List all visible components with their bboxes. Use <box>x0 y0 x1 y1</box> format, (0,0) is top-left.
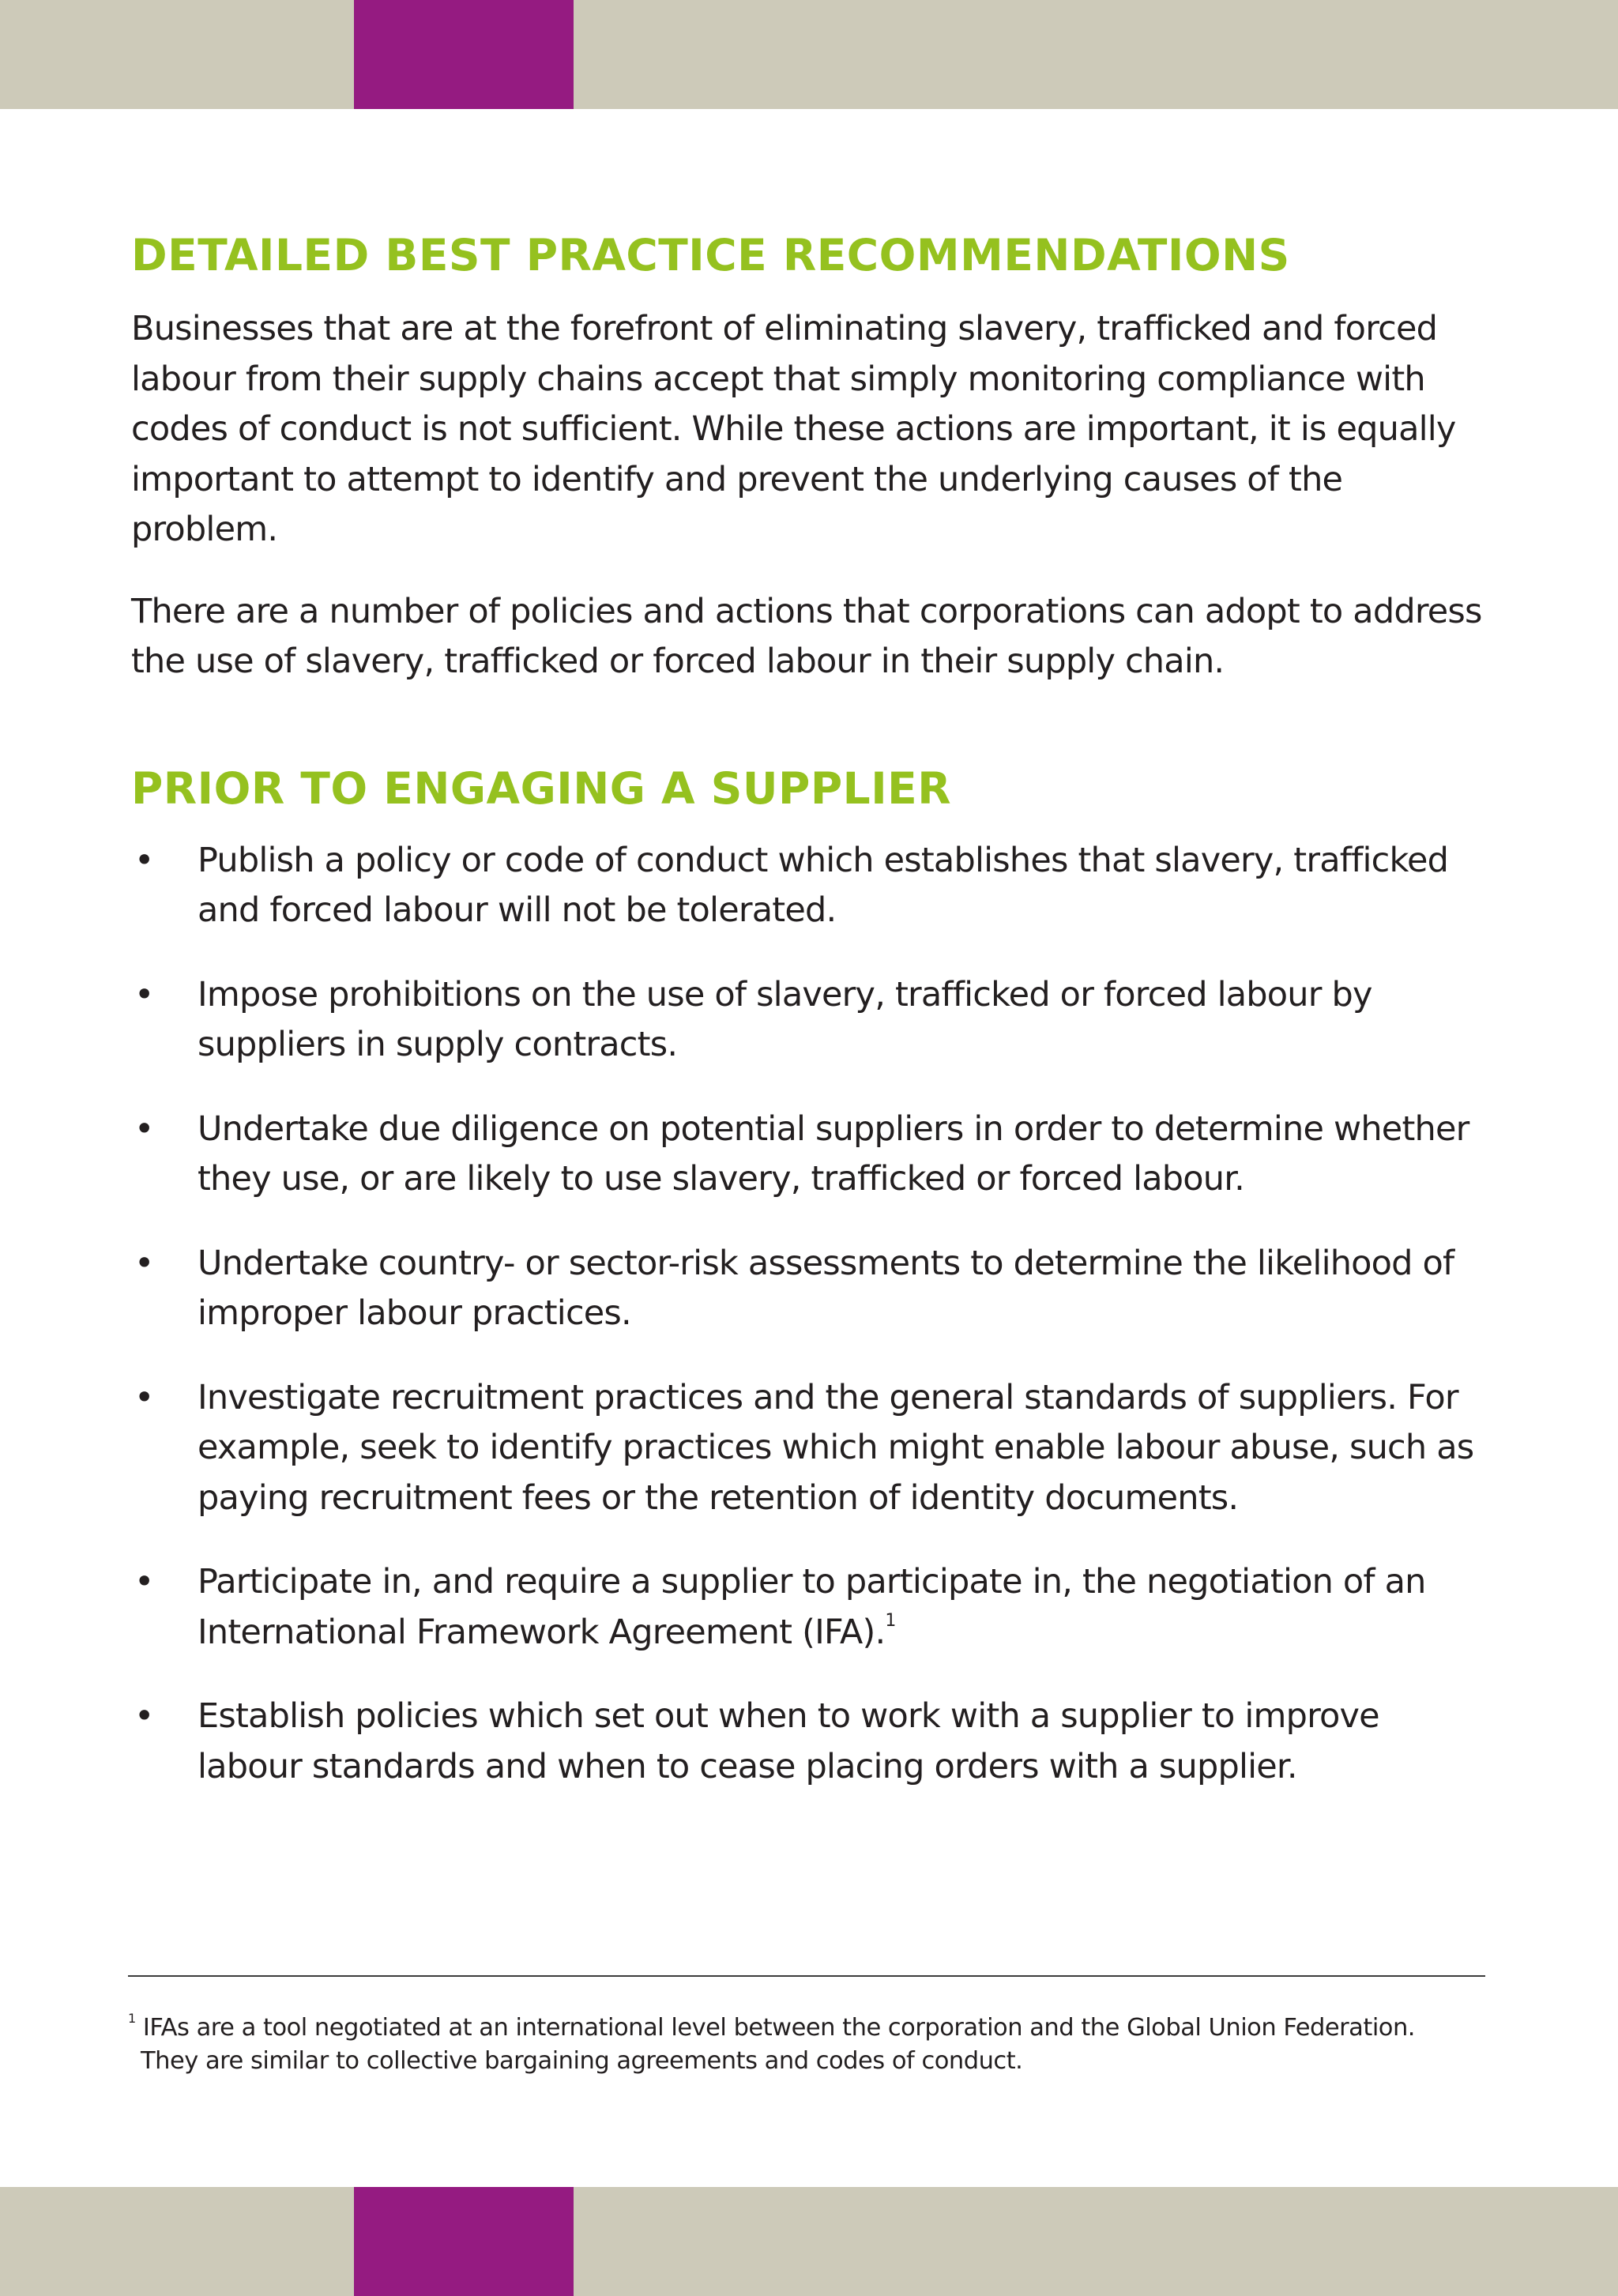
intro-paragraph: Businesses that are at the forefront of eliminating slavery, trafficked and forced labour from their supply chains accept that simply monitoring compliance with codes of conduct is not sufficient. While these actions are important, it is equally important to attempt to identify and prevent the underlying causes of the problem. <box>131 309 1456 549</box>
bottom-accent-block <box>354 2187 574 2296</box>
list-item-text: Participate in, and require a supplier to participate in, the negotiation of an International Framework Agreement (IFA). <box>198 1562 1426 1652</box>
footnote <box>128 2012 1487 2078</box>
list-item-text: Investigate recruitment practices and the general standards of suppliers. For example, seek to identify practices which might enable labour abuse, such as paying recruitment fees or the retention of identity documents. <box>198 1377 1474 1518</box>
list-item <box>131 970 1490 1071</box>
footnote-line-1 <box>128 2012 1487 2045</box>
policies-paragraph: There are a number of policies and actions that corporations can adopt to address the use of slavery, trafficked or forced labour in their supply chain. <box>131 591 1482 681</box>
bullet-icon: • <box>134 1562 154 1602</box>
footnote-reference[interactable]: 1 <box>885 1610 896 1631</box>
list-item-text: Impose prohibitions on the use of slavery, trafficked or forced labour by suppliers in supply contracts. <box>198 974 1372 1064</box>
bullet-icon: • <box>134 974 154 1014</box>
list-item <box>131 1692 1490 1792</box>
footnote-line-2: They are similar to collective bargaining agreements and codes of conduct. <box>141 2047 1023 2075</box>
footnote-mark: 1 <box>128 2011 136 2026</box>
bullet-icon: • <box>134 1696 154 1736</box>
footnote-text-1: IFAs are a tool negotiated at an international level between the corporation and the Global Union Federation. <box>142 2014 1415 2042</box>
list-item <box>131 1239 1490 1339</box>
bottom-band <box>0 2187 1618 2296</box>
page-content <box>131 224 1490 1826</box>
footnote-divider <box>128 1975 1485 1977</box>
heading-best-practice: DETAILED BEST PRACTICE RECOMMENDATIONS <box>131 230 1290 280</box>
recommendation-list <box>131 836 1490 1793</box>
list-item-text: Undertake country- or sector-risk assessments to determine the likelihood of improper labour practices. <box>198 1243 1454 1333</box>
bullet-icon: • <box>134 1243 154 1283</box>
list-item-text: Publish a policy or code of conduct which establishes that slavery, trafficked and forced labour will not be tolerated. <box>198 840 1449 930</box>
bullet-icon: • <box>134 1377 154 1417</box>
list-item-text: Undertake due diligence on potential suppliers in order to determine whether they use, or are likely to use slavery, trafficked or forced labour. <box>198 1108 1469 1199</box>
top-band <box>0 0 1618 109</box>
list-item <box>131 1373 1490 1524</box>
bullet-icon: • <box>134 1108 154 1149</box>
top-accent-block <box>354 0 574 109</box>
list-item <box>131 836 1490 936</box>
list-item <box>131 1557 1490 1658</box>
bullet-icon: • <box>134 840 154 880</box>
list-item-text: Establish policies which set out when to work with a supplier to improve labour standards and when to cease placing orders with a supplier. <box>198 1696 1379 1786</box>
heading-prior-to-engaging: PRIOR TO ENGAGING A SUPPLIER <box>131 762 952 814</box>
list-item <box>131 1105 1490 1205</box>
